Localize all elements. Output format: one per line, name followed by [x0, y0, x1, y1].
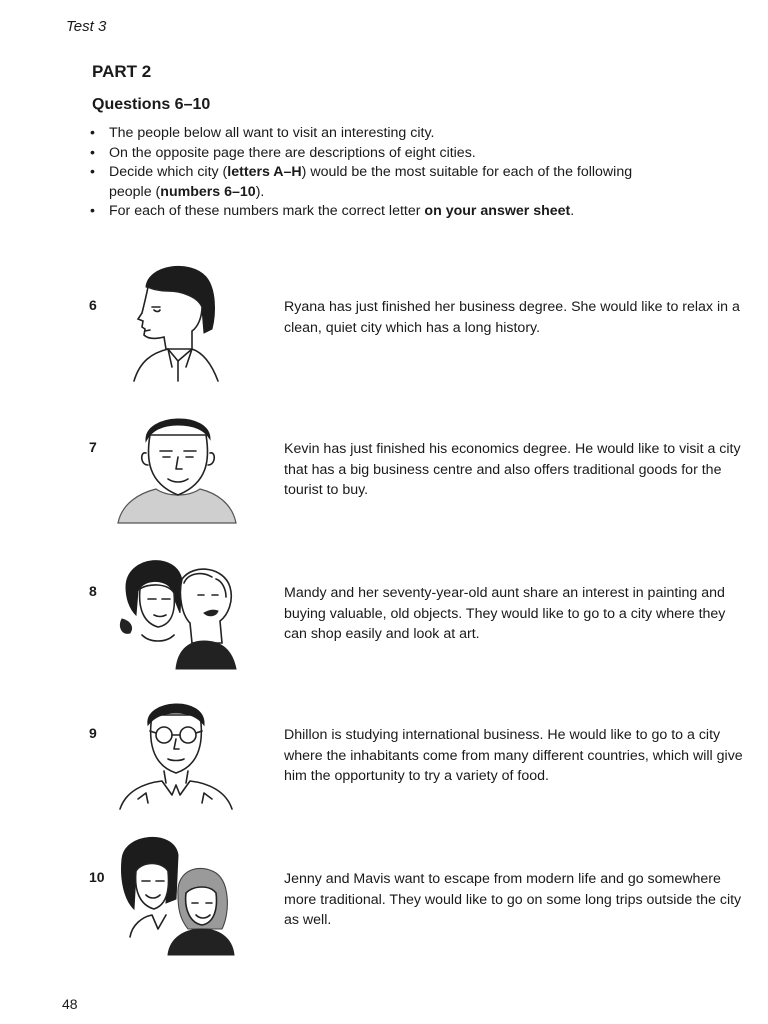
question-text: Dhillon is studying international business. He would like to go to a city where the inhabitants come from many different countries, which will give him the opportunity to try a variety of food. [284, 727, 743, 784]
instruction-item [90, 163, 650, 202]
bullet-icon: • [90, 144, 95, 161]
question-text: Jenny and Mavis want to escape from modern life and go somewhere more traditional. They would like to go on some long trips outside the city as well. [284, 871, 742, 928]
instruction-emphasis: numbers 6–10 [160, 183, 256, 200]
instruction-item [90, 124, 650, 144]
question-text: Ryana has just finished her business degree. She would like to relax in a clean, quiet city which has a long history. [284, 299, 740, 336]
bullet-icon: • [90, 125, 95, 141]
instruction-text: . [570, 203, 575, 219]
bullet-icon: • [90, 203, 95, 219]
part-title: PART 2 [92, 62, 152, 81]
instruction-text: ) would be the most suitable for each of the following people ( [109, 164, 633, 200]
woman-profile-portrait-icon [112, 257, 240, 385]
instruction-text: ). [255, 183, 265, 200]
instruction-emphasis: letters A–H [227, 164, 302, 180]
two-women-portrait-icon [112, 543, 240, 671]
instruction-text: For each of these numbers mark the correct letter [109, 203, 425, 219]
question-number: 9 [89, 725, 97, 741]
instruction-text: The people below all want to visit an interesting city. [109, 125, 435, 141]
instruction-item [90, 202, 650, 222]
instruction-emphasis: on your answer sheet [424, 203, 571, 219]
question-text: Mandy and her seventy-year-old aunt share an interest in painting and buying valuable, old objects. They would like to go to a city where they can shop easily and look at art. [284, 585, 726, 642]
instructions-list [90, 124, 650, 222]
man-portrait-icon [112, 399, 240, 527]
question-number: 7 [89, 439, 97, 455]
instruction-text: Decide which city ( [109, 164, 228, 180]
instruction-item [90, 144, 650, 164]
running-head: Test 3 [66, 18, 107, 35]
question-number: 8 [89, 583, 97, 599]
question-text: Kevin has just finished his economics degree. He would like to visit a city that has a big business centre and also offers traditional goods for the tourist to buy. [284, 441, 741, 498]
page-number: 48 [62, 996, 78, 1012]
bullet-icon: • [90, 164, 95, 180]
instruction-text: On the opposite page there are descriptions of eight cities. [109, 144, 476, 161]
man-with-glasses-portrait-icon [112, 685, 240, 813]
question-number: 6 [89, 297, 97, 313]
question-number: 10 [89, 869, 105, 885]
two-women-smiling-portrait-icon [112, 829, 240, 957]
questions-title: Questions 6–10 [92, 96, 211, 113]
